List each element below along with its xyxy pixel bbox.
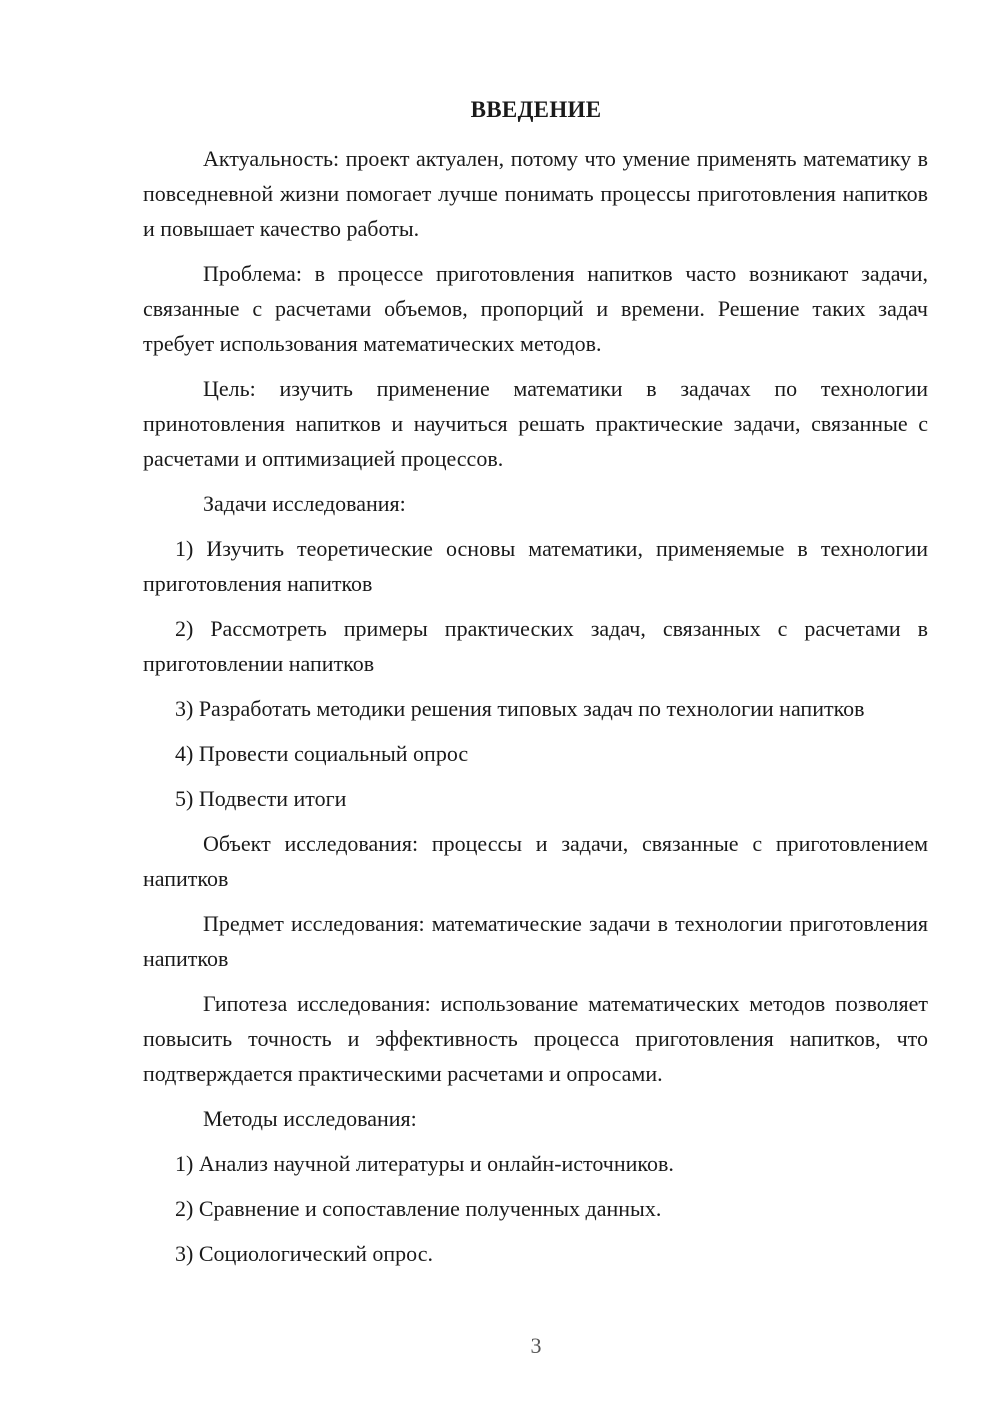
paragraph-relevance: Актуальность: проект актуален, потому что умение применять математику в повседневной жизни помогает лучше понимать процессы приготовления напитков и повышает качество работы. bbox=[143, 146, 928, 241]
paragraph-object: Объект исследования: процессы и задачи, связанные с приготовлением напитков bbox=[143, 831, 928, 891]
task-item-1: 1) Изучить теоретические основы математики, применяемые в технологии приготовления напитков bbox=[143, 536, 928, 596]
paragraph-problem: Проблема: в процессе приготовления напитков часто возникают задачи, связанные с расчетами объемов, пропорций и времени. Решение таких задач требует использования математических методов. bbox=[143, 261, 928, 356]
task-item-5: 5) Подвести итоги bbox=[175, 786, 347, 811]
document-body bbox=[143, 141, 928, 1281]
paragraph-tasks-heading: Задачи исследования: bbox=[203, 491, 406, 516]
task-item-3: 3) Разработать методики решения типовых задач по технологии напитков bbox=[175, 696, 865, 721]
paragraph-hypothesis: Гипотеза исследования: использование математических методов позволяет повысить точность и эффективность процесса приготовления напитков, что подтверждается практическими расчетами и опросами. bbox=[143, 991, 928, 1086]
paragraph-subject: Предмет исследования: математические задачи в технологии приготовления напитков bbox=[143, 911, 928, 971]
paragraph-methods-heading: Методы исследования: bbox=[203, 1106, 417, 1131]
task-item-4: 4) Провести социальный опрос bbox=[175, 741, 469, 766]
paragraph-goal: Цель: изучить применение математики в задачах по технологии принотовления напитков и научиться решать практические задачи, связанные с расчетами и оптимизацией процессов. bbox=[143, 376, 928, 471]
method-item-3: 3) Социологический опрос. bbox=[175, 1241, 433, 1266]
method-item-1: 1) Анализ научной литературы и онлайн-источников. bbox=[175, 1151, 674, 1176]
task-item-2: 2) Рассмотреть примеры практических задач, связанных с расчетами в приготовлении напитков bbox=[143, 616, 928, 676]
page-number: 3 bbox=[530, 1333, 542, 1358]
page-title: ВВЕДЕНИЕ bbox=[470, 97, 602, 122]
method-item-2: 2) Сравнение и сопоставление полученных данных. bbox=[175, 1196, 662, 1221]
